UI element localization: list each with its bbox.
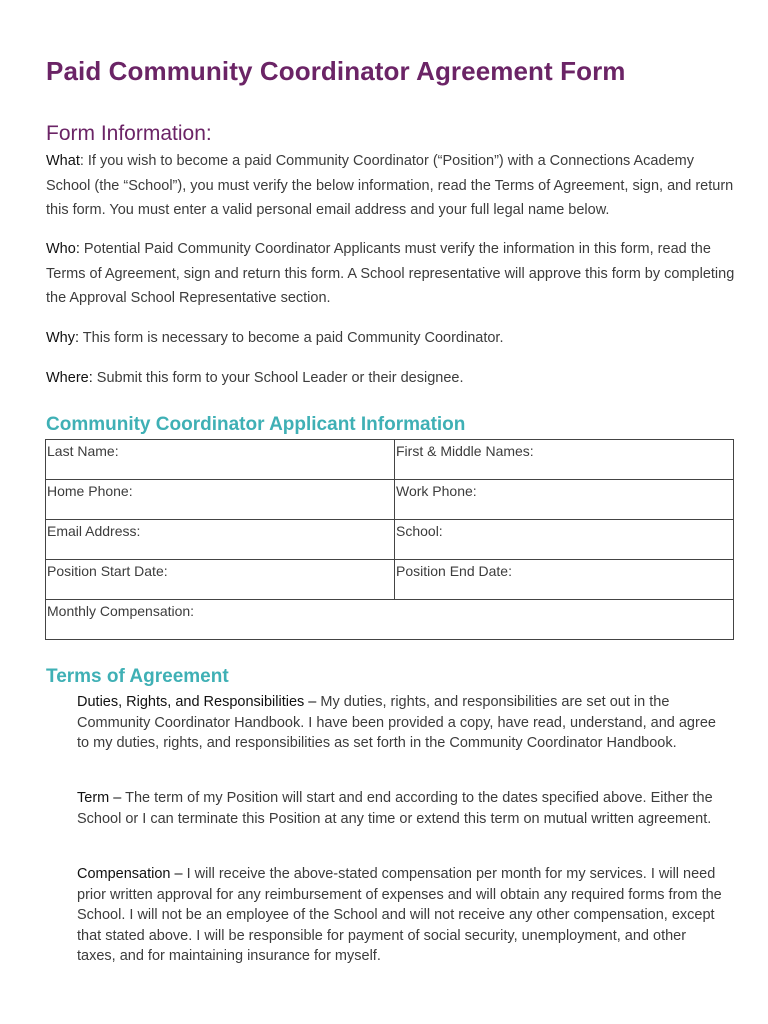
compensation-term <box>77 864 727 967</box>
where-paragraph <box>46 366 736 391</box>
why-paragraph <box>46 326 736 351</box>
term-label: Term – <box>77 790 122 806</box>
who-paragraph <box>46 237 736 311</box>
why-text: This form is necessary to become a paid Community Coordinator. <box>79 330 504 346</box>
email-address-field[interactable]: Email Address: <box>46 520 395 560</box>
term-text: The term of my Position will start and end according to the dates specified above. Either the School or I can terminate this Position at any time or extend this term on mutual written agreement. <box>77 790 713 827</box>
duties-text: My duties, rights, and responsibilities are set out in the Community Coordinator Handbook. I have been provided a copy, have read, understand, and agree to my duties, rights, and responsibilities as set forth in the Community Coordinator Handbook. <box>77 694 716 751</box>
applicant-info-heading: Community Coordinator Applicant Information <box>46 414 466 435</box>
term-term <box>77 788 727 829</box>
form-information-heading: Form Information: <box>46 122 212 145</box>
table-row <box>46 600 734 640</box>
table-row <box>46 480 734 520</box>
what-text: : If you wish to become a paid Community Coordinator (“Position”) with a Connections Academy School (the “School”), you must verify the below information, read the Terms of Agreement, sign, and return this form. You must enter a valid personal email address and your full legal name below. <box>46 153 734 218</box>
duties-term <box>77 692 727 754</box>
school-field[interactable]: School: <box>395 520 734 560</box>
why-label: Why: <box>46 330 80 346</box>
work-phone-field[interactable]: Work Phone: <box>395 480 734 520</box>
first-middle-names-field[interactable]: First & Middle Names: <box>395 440 734 480</box>
compensation-text: I will receive the above-stated compensation per month for my services. I will need prior written approval for any reimbursement of expenses and will obtain any required forms from the School. I will not be an employee of the School and will not receive any other compensation, except that stated above. I will be responsible for payment of social security, unemployment, and other taxes, and for maintaining insurance for myself. <box>77 866 722 964</box>
position-start-date-field[interactable]: Position Start Date: <box>46 560 395 600</box>
compensation-label: Compensation – <box>77 866 183 882</box>
terms-heading: Terms of Agreement <box>46 666 229 687</box>
home-phone-field[interactable]: Home Phone: <box>46 480 395 520</box>
where-text: Submit this form to your School Leader or their designee. <box>92 370 464 386</box>
table-row <box>46 560 734 600</box>
form-title: Paid Community Coordinator Agreement Form <box>46 56 626 86</box>
who-label: Who: <box>46 241 80 257</box>
what-label: What <box>46 153 80 169</box>
monthly-compensation-field[interactable]: Monthly Compensation: <box>46 600 734 640</box>
what-paragraph <box>46 149 736 223</box>
position-end-date-field[interactable]: Position End Date: <box>395 560 734 600</box>
who-text: Potential Paid Community Coordinator Applicants must verify the information in this form, read the Terms of Agreement, sign and return this form. A School representative will approve this form by completing the Approval School Representative section. <box>46 241 735 306</box>
applicant-info-table <box>45 439 734 640</box>
duties-label: Duties, Rights, and Responsibilities – <box>77 694 317 710</box>
last-name-field[interactable]: Last Name: <box>46 440 395 480</box>
table-row <box>46 440 734 480</box>
where-label: Where: <box>46 370 93 386</box>
table-row <box>46 520 734 560</box>
